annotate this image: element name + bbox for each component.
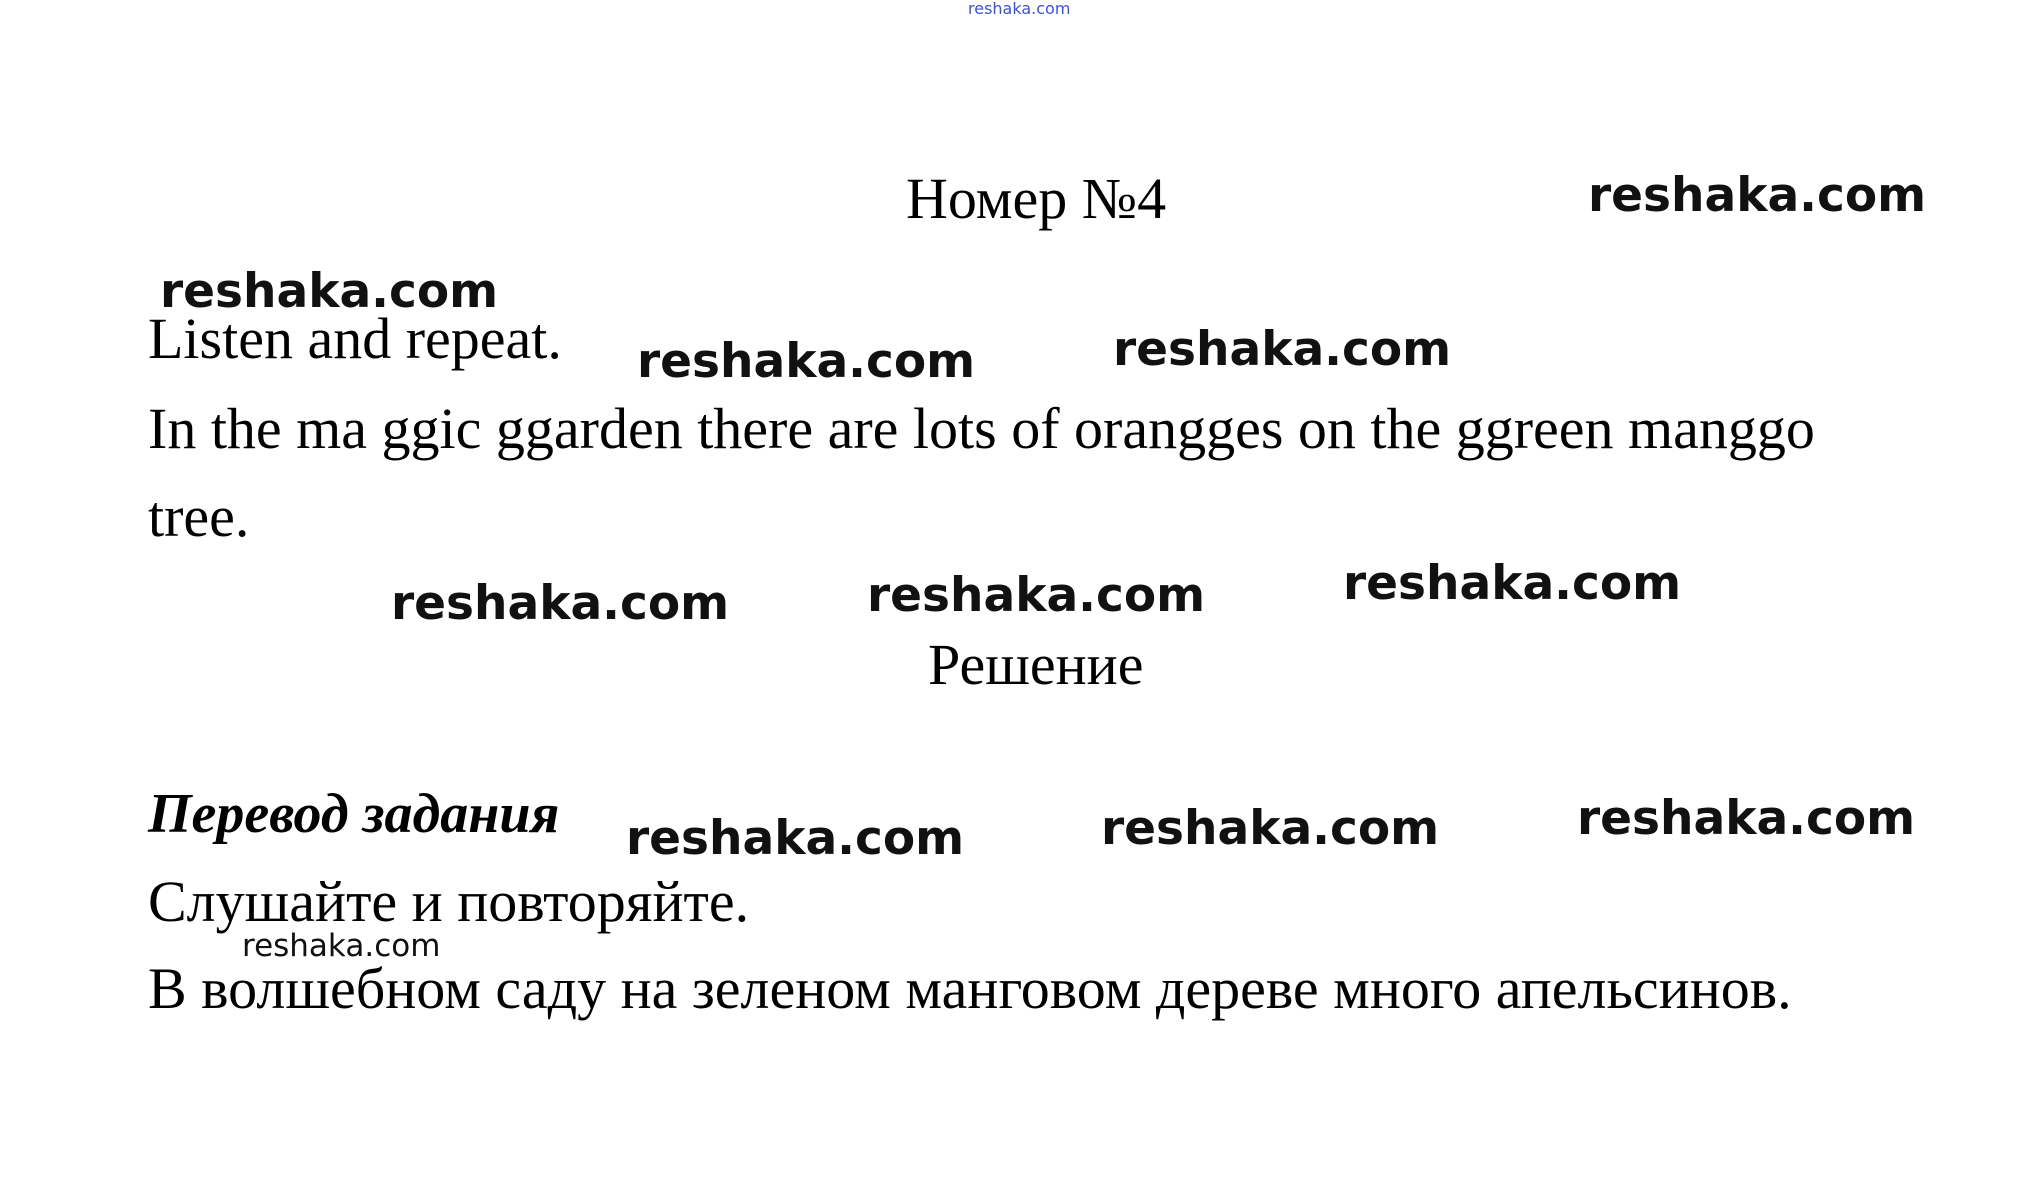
site-link[interactable]: reshaka.com [968,0,1071,18]
watermark: reshaka.com [160,264,499,319]
watermark: reshaka.com [626,811,965,866]
watermark: reshaka.com [1588,168,1927,223]
watermark: reshaka.com [1113,322,1452,377]
page-title: Номер №4 [906,166,1167,231]
watermark: reshaka.com [1101,801,1440,856]
task-sentence-line2: tree. [148,484,250,549]
watermark: reshaka.com [242,928,441,964]
watermark: reshaka.com [1577,791,1916,846]
task-sentence-line1: In the ma ggic ggarden there are lots of orangges on the ggreen manggo [148,396,1815,461]
watermark: reshaka.com [391,576,730,631]
watermark: reshaka.com [867,568,1206,623]
watermark: reshaka.com [637,334,976,389]
translation-heading: Перевод задания [148,783,560,845]
translation-line2: В волшебном саду на зеленом манговом дереве много апельсинов. [148,956,1792,1021]
solution-heading: Решение [928,632,1144,697]
translation-line1: Слушайте и повторяйте. [148,869,750,934]
watermark: reshaka.com [1343,556,1682,611]
task-instruction: Listen and repeat. [148,306,562,371]
